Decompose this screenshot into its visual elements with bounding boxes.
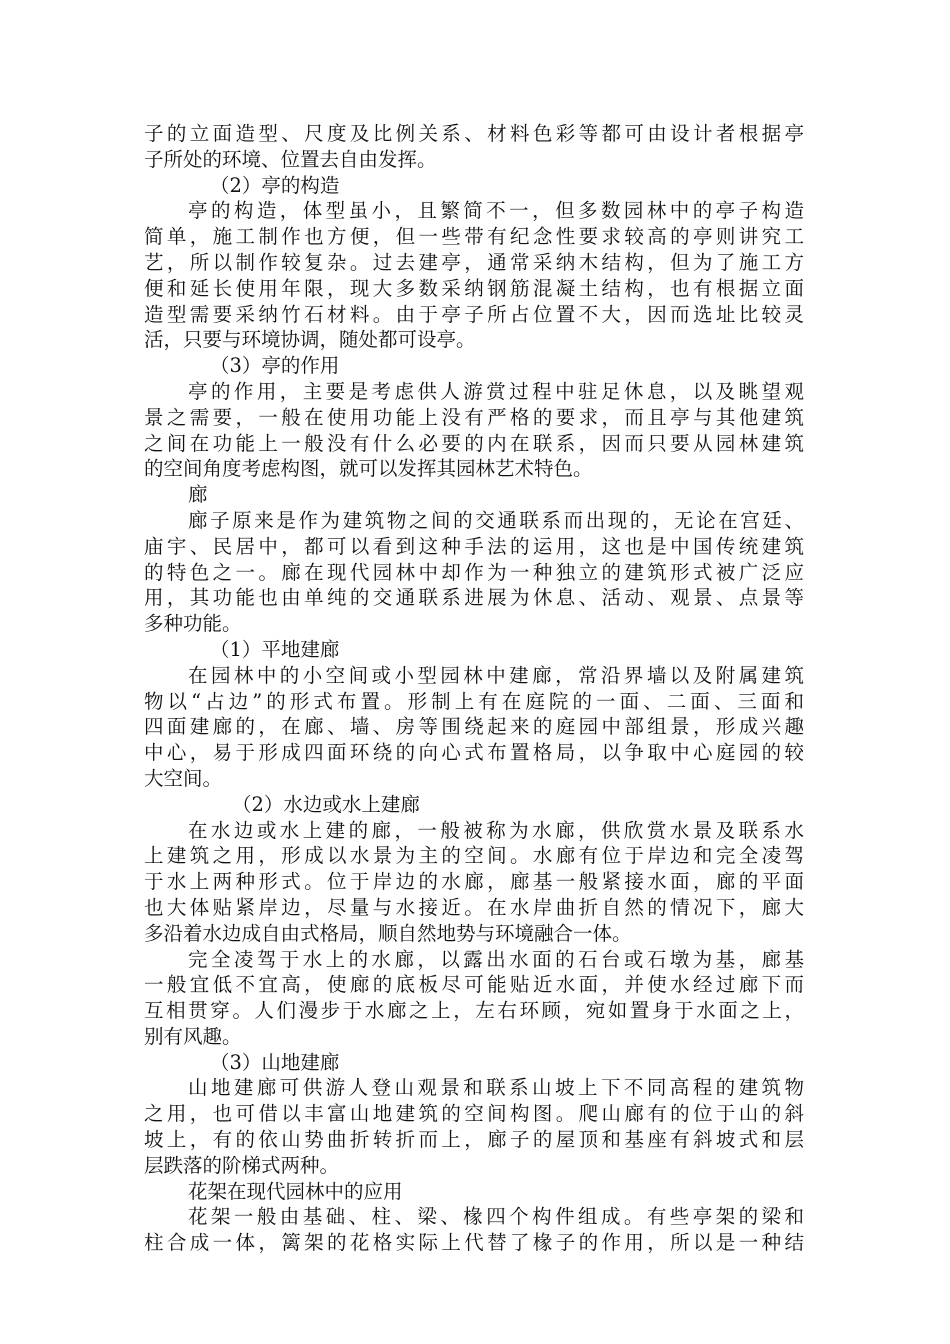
- text-line: 多沿着水边成自由式格局，顺自然地势与环境融合一体。: [144, 921, 632, 945]
- text-line: 简单，施工制作也方便，但一些带有纪念性要求较高的亭则讲究工: [144, 225, 804, 249]
- section-heading: 廊: [188, 483, 208, 507]
- subsection-heading: （3）亭的作用: [210, 354, 340, 378]
- text-line: 坡上，有的依山势曲折转折而上，廊子的屋顶和基座有斜坡式和层: [144, 1128, 804, 1152]
- text-line: 也大体贴紧岸边，尽量与水接近。在水岸曲折自然的情况下，廊大: [144, 895, 804, 919]
- text-line: 子的立面造型、尺度及比例关系、材料色彩等都可由设计者根据亭: [144, 122, 804, 145]
- text-line: 物以“占边”的形式布置。形制上有在庭院的一面、二面、三面和: [144, 689, 804, 713]
- text-line: 活，只要与环境协调，随处都可设亭。: [144, 328, 476, 352]
- text-line: 景之需要，一般在使用功能上没有严格的要求，而且亭与其他建筑: [144, 405, 804, 429]
- text-line: 便和延长使用年限，现大多数采纳钢筋混凝土结构，也有根据立面: [144, 276, 804, 300]
- text-line: 造型需要采纳竹石材料。由于亭子所占位置不大，因而选址比较灵: [144, 302, 804, 326]
- text-line: 花架一般由基础、柱、梁、椽四个构件组成。有些亭架的梁和: [188, 1205, 804, 1229]
- text-line: 亭的作用，主要是考虑供人游赏过程中驻足休息，以及眺望观: [188, 379, 804, 403]
- text-line: 的空间角度考虑构图，就可以发挥其园林艺术特色。: [144, 457, 593, 481]
- text-line: 山地建廊可供游人登山观景和联系山坡上下不同高程的建筑物: [188, 1076, 804, 1100]
- text-line: 在水边或水上建的廊，一般被称为水廊，供欣赏水景及联系水: [188, 818, 804, 842]
- text-line: 用，其功能也由单纯的交通联系进展为休息、活动、观景、点景等: [144, 586, 804, 610]
- text-line: 之间在功能上一般没有什么必要的内在联系，因而只要从园林建筑: [144, 431, 804, 455]
- subsection-heading: （1）平地建廊: [210, 637, 340, 661]
- text-line: 上建筑之用，形成以水景为主的空间。水廊有位于岸边和完全凌驾: [144, 844, 804, 868]
- text-line: 于水上两种形式。位于岸边的水廊，廊基一般紧接水面，廊的平面: [144, 870, 804, 894]
- text-line: 别有风趣。: [144, 1024, 242, 1048]
- subsection-heading: （2）亭的构造: [210, 173, 340, 197]
- text-line: 子所处的环境、位置去自由发挥。: [144, 147, 437, 171]
- text-line: 艺，所以制作较复杂。过去建亭，通常采纳木结构，但为了施工方: [144, 250, 804, 274]
- text-line: 庙宇、民居中，都可以看到这种手法的运用，这也是中国传统建筑: [144, 534, 804, 558]
- text-line: 四面建廊的，在廊、墙、房等围绕起来的庭园中部组景，形成兴趣: [144, 715, 804, 739]
- text-line: 完全凌驾于水上的水廊，以露出水面的石台或石墩为基，廊基: [188, 947, 804, 971]
- text-line: 亭的构造，体型虽小，且繁简不一，但多数园林中的亭子构造: [188, 199, 804, 223]
- subsection-heading: （2）水边或水上建廊: [232, 792, 420, 816]
- text-line: 之用，也可借以丰富山地建筑的空间构图。爬山廊有的位于山的斜: [144, 1102, 804, 1126]
- section-heading: 花架在现代园林中的应用: [188, 1179, 403, 1203]
- text-line: 层跌落的阶梯式两种。: [144, 1153, 340, 1177]
- text-line: 的特色之一。廊在现代园林中却作为一种独立的建筑形式被广泛应: [144, 560, 804, 584]
- text-line: 大空间。: [144, 766, 223, 790]
- text-line: 一般宜低不宜高，使廊的底板尽可能贴近水面，并使水经过廊下而: [144, 973, 804, 997]
- text-line: 中心，易于形成四面环绕的向心式布置格局，以争取中心庭园的较: [144, 741, 804, 765]
- text-line: 在园林中的小空间或小型园林中建廊，常沿界墙以及附属建筑: [188, 663, 804, 687]
- text-line: 多种功能。: [144, 612, 242, 636]
- text-line: 柱合成一体，篱架的花格实际上代替了椽子的作用，所以是一种结: [144, 1231, 804, 1255]
- text-line: 廊子原来是作为建筑物之间的交通联系而出现的，无论在宫廷、: [188, 508, 804, 532]
- document-body: [144, 121, 804, 1256]
- text-line: 互相贯穿。人们漫步于水廊之上，左右环顾，宛如置身于水面之上，: [144, 999, 804, 1023]
- subsection-heading: （3）山地建廊: [210, 1050, 340, 1074]
